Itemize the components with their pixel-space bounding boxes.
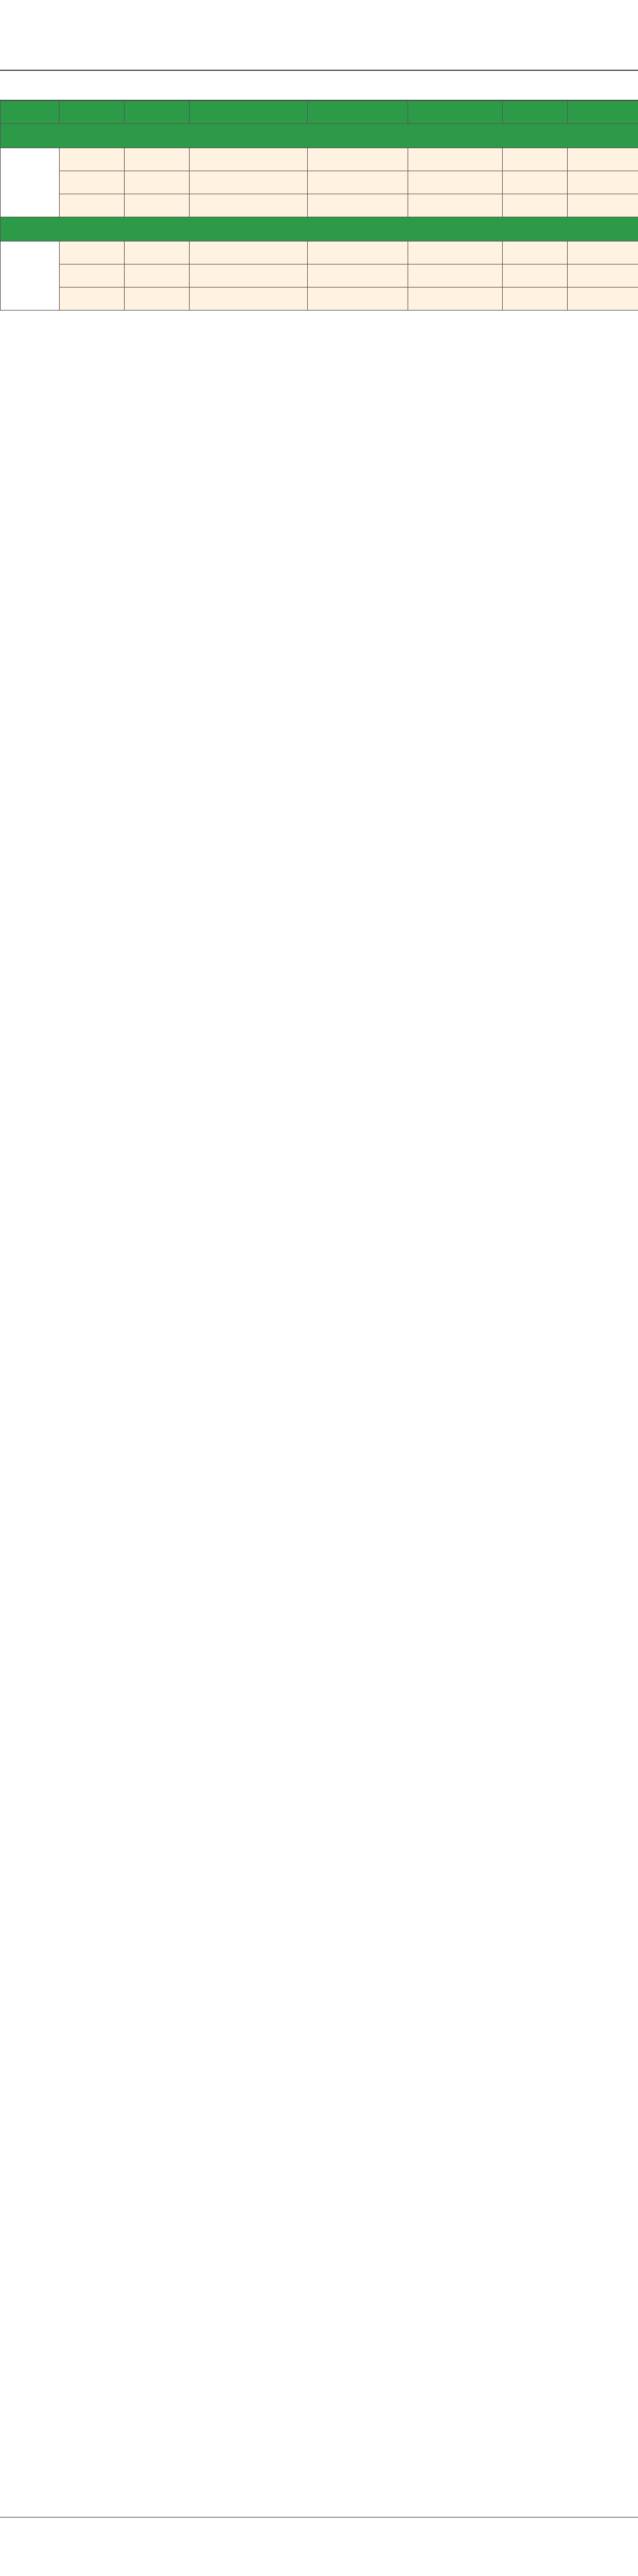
qingpi-cell: [308, 265, 408, 288]
region-cell: [1, 148, 60, 217]
table-row: [1, 288, 638, 311]
name-cell: [125, 288, 190, 311]
phone-cell: [190, 288, 308, 311]
status-cell: [568, 171, 638, 194]
baipi-cell: [503, 148, 568, 171]
table-row: [1, 171, 638, 194]
city-cell: [60, 265, 125, 288]
table-row: [1, 241, 638, 265]
city-cell: [60, 194, 125, 217]
col-status: [568, 101, 638, 124]
status-cell: [568, 194, 638, 217]
phone-cell: [190, 194, 308, 217]
quote-table: [0, 100, 638, 311]
city-cell: [60, 148, 125, 171]
zapi-cell: [408, 194, 503, 217]
notice-row: [1, 217, 638, 241]
table-row: [1, 194, 638, 217]
city-cell: [60, 171, 125, 194]
name-cell: [125, 171, 190, 194]
qingpi-cell: [308, 148, 408, 171]
notice-row: [1, 124, 638, 148]
region-cell: [1, 241, 60, 311]
status-cell: [568, 148, 638, 171]
baipi-cell: [503, 171, 568, 194]
col-name: [125, 101, 190, 124]
phone-cell: [190, 265, 308, 288]
city-cell: [60, 288, 125, 311]
banner: [0, 0, 638, 71]
qingpi-cell: [308, 194, 408, 217]
col-qingpi: [308, 101, 408, 124]
footer-disclaimer: [0, 2517, 638, 2576]
qingpi-cell: [308, 241, 408, 265]
zapi-cell: [408, 241, 503, 265]
qingpi-cell: [308, 288, 408, 311]
baipi-cell: [503, 241, 568, 265]
phone-cell: [190, 171, 308, 194]
zapi-cell: [408, 288, 503, 311]
baipi-cell: [503, 265, 568, 288]
notice-text: [1, 217, 638, 241]
col-city: [60, 101, 125, 124]
city-cell: [60, 241, 125, 265]
phone-cell: [190, 148, 308, 171]
name-cell: [125, 241, 190, 265]
col-zapi: [408, 101, 503, 124]
status-cell: [568, 288, 638, 311]
table-row: [1, 148, 638, 171]
table-body: [1, 124, 638, 311]
qingpi-cell: [308, 171, 408, 194]
col-region: [1, 101, 60, 124]
zapi-cell: [408, 265, 503, 288]
notice-text: [1, 124, 638, 148]
table-row: [1, 265, 638, 288]
status-cell: [568, 241, 638, 265]
name-cell: [125, 265, 190, 288]
col-baipi: [503, 101, 568, 124]
name-cell: [125, 148, 190, 171]
status-cell: [568, 265, 638, 288]
col-phone: [190, 101, 308, 124]
name-cell: [125, 194, 190, 217]
baipi-cell: [503, 288, 568, 311]
baipi-cell: [503, 194, 568, 217]
column-header-row: [1, 101, 638, 124]
zapi-cell: [408, 148, 503, 171]
zapi-cell: [408, 171, 503, 194]
date-title: [0, 71, 638, 100]
phone-cell: [190, 241, 308, 265]
